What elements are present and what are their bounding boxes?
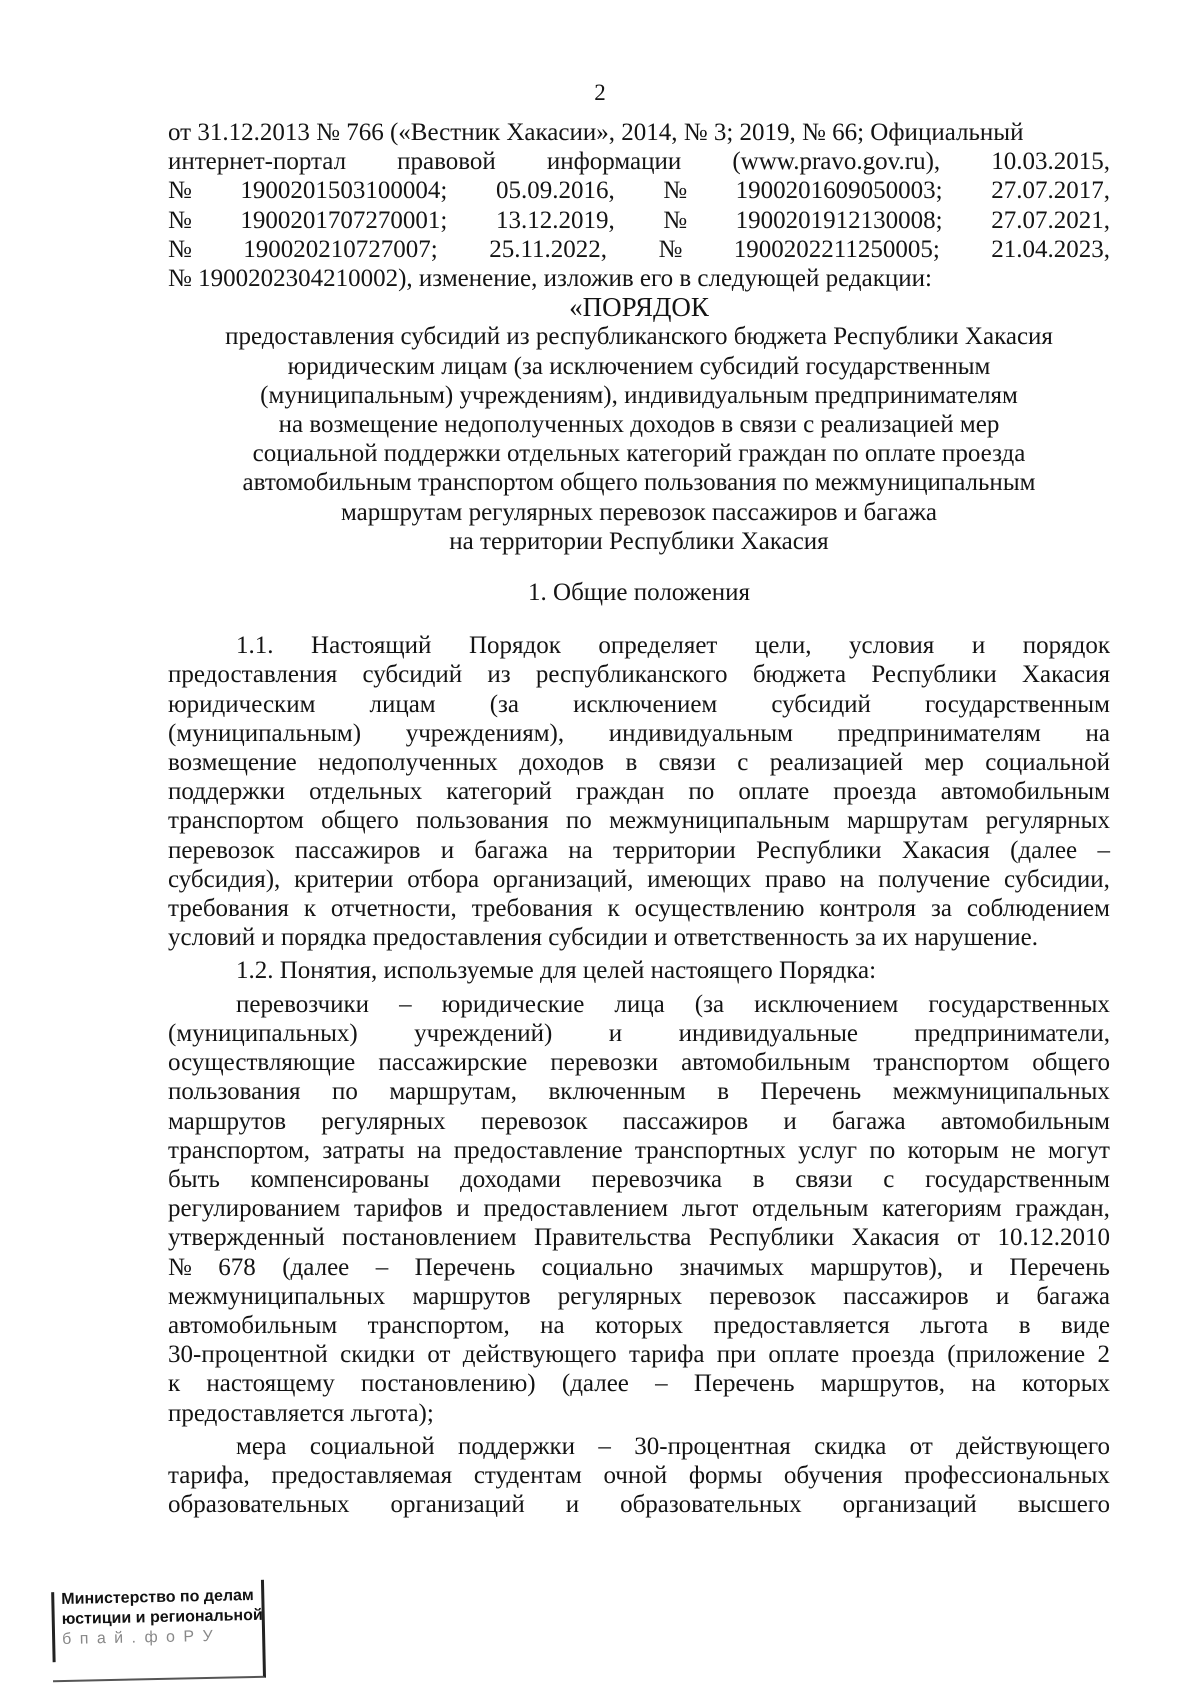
document-body	[168, 118, 1110, 1519]
word: перевозчика	[591, 1165, 723, 1193]
word: скидка	[814, 1432, 887, 1460]
word: доходов	[519, 749, 605, 777]
word: связи	[658, 749, 716, 777]
intro-block	[168, 118, 1110, 293]
word: учреждениям),	[405, 719, 565, 747]
word: не	[1011, 1136, 1036, 1164]
word: получение	[878, 865, 991, 893]
word: информации	[546, 148, 682, 176]
word: затраты	[322, 1136, 405, 1164]
word: регулярных	[985, 807, 1110, 835]
subtitle-line: на возмещение недополученных доходов в связи с реализацией мер	[278, 411, 1000, 439]
paragraph-line	[168, 1194, 1110, 1223]
stamp-line-1: Министерство по делам	[61, 1586, 254, 1609]
word: действующего	[462, 1341, 617, 1369]
word: социальной	[309, 1432, 435, 1460]
paragraph-line	[168, 1107, 1110, 1136]
word: 10.12.2010	[997, 1224, 1110, 1252]
word: индивидуальным	[608, 719, 793, 747]
word: обучения	[783, 1461, 883, 1489]
word: формы	[688, 1461, 763, 1489]
word: социальной	[985, 749, 1110, 777]
word: 05.09.2016,	[495, 177, 615, 205]
word: порядок	[1022, 632, 1110, 660]
word: отбора	[407, 865, 480, 893]
word: перевозчики	[236, 990, 370, 1018]
word: №	[168, 206, 192, 234]
word: юридические	[441, 990, 585, 1018]
word: интернет-портал	[168, 148, 347, 176]
word: настоящему	[206, 1370, 335, 1398]
word: (www.pravo.gov.ru),	[732, 148, 941, 176]
word: предоставлением	[483, 1195, 669, 1223]
paragraph-line	[168, 1223, 1110, 1252]
word: (муниципальных)	[168, 1019, 358, 1047]
word: на	[568, 836, 593, 864]
word: маршрутам	[846, 807, 969, 835]
paragraph-line	[168, 719, 1110, 748]
paragraph-line	[168, 865, 1110, 894]
word: Перечень	[1009, 1253, 1110, 1281]
word: оплате	[738, 778, 810, 806]
word: 190020210727007;	[243, 235, 438, 263]
word: (за	[694, 990, 725, 1018]
word: общего	[1032, 1049, 1110, 1077]
word: –	[655, 1370, 668, 1398]
word: при	[716, 1341, 757, 1369]
word: отдельным	[752, 1195, 869, 1223]
registration-stamp	[51, 1580, 266, 1682]
word: отчетности,	[330, 895, 457, 923]
word: пользования	[168, 1078, 301, 1106]
word: проезда	[833, 778, 917, 806]
word: возмещение	[168, 749, 297, 777]
word: в	[1018, 1311, 1031, 1339]
word: пассажиров	[843, 1282, 969, 1310]
word: Перечень	[760, 1078, 862, 1106]
word: недополученных	[318, 749, 498, 777]
paragraph-line	[168, 777, 1110, 806]
word: 10.03.2015,	[991, 148, 1110, 176]
paragraph-line	[168, 1253, 1110, 1282]
subtitle-line: предоставления субсидий из республиканского бюджета Республики Хакасия	[225, 323, 1053, 351]
paragraph-line	[168, 1340, 1110, 1369]
word: 1900201609050003;	[735, 177, 943, 205]
word: граждан,	[1015, 1195, 1110, 1223]
word: Настоящий	[311, 632, 432, 660]
intro-line	[168, 235, 1110, 264]
paragraph-line	[168, 1461, 1110, 1490]
word: к	[303, 895, 316, 923]
word: включенным	[548, 1078, 686, 1106]
paragraph-line	[168, 1019, 1110, 1048]
word: юридическим	[168, 690, 316, 718]
word: услуг	[798, 1136, 857, 1164]
word: лицам	[369, 690, 436, 718]
word: багажа	[474, 836, 548, 864]
word: транспортных	[634, 1136, 786, 1164]
intro-line	[168, 147, 1110, 176]
word: проезда	[851, 1341, 935, 1369]
word: перевозок	[168, 836, 275, 864]
word: право	[765, 865, 827, 893]
word: образовательных	[620, 1491, 802, 1519]
word: значимых	[679, 1253, 784, 1281]
word: организаций	[390, 1491, 525, 1519]
word: граждан	[576, 778, 665, 806]
word: 13.12.2019,	[495, 206, 615, 234]
word: компенсированы	[250, 1165, 430, 1193]
word: к	[607, 895, 620, 923]
paragraph-p-carriers	[168, 990, 1110, 1428]
word: учреждений)	[414, 1019, 553, 1047]
word: предприниматели,	[914, 1019, 1110, 1047]
word: транспортом,	[367, 1311, 510, 1339]
word: из	[487, 661, 511, 689]
stamp-line-2: юстиции и региональной	[61, 1606, 263, 1629]
word: на	[839, 865, 865, 893]
paragraph-line	[168, 631, 1110, 660]
word: 27.07.2017,	[991, 177, 1110, 205]
word: Хакасия	[851, 1224, 940, 1252]
word: высшего	[1017, 1491, 1110, 1519]
word: перевозок	[480, 1107, 588, 1135]
word: 1900201707270001;	[240, 206, 448, 234]
word: постановлением	[342, 1224, 517, 1252]
word: критерии	[294, 865, 394, 893]
word: перевозки	[550, 1049, 658, 1077]
word: на	[540, 1311, 565, 1339]
word: пользования	[416, 807, 549, 835]
intro-line	[168, 176, 1110, 205]
word: субсидий	[771, 690, 871, 718]
word: автомобильным	[168, 1311, 338, 1339]
word: автомобильным	[940, 778, 1110, 806]
word: за	[930, 895, 952, 923]
word: исключением	[573, 690, 718, 718]
word: межмуниципальных	[892, 1078, 1110, 1106]
word: мер	[924, 749, 964, 777]
word: транспортом	[873, 1049, 1010, 1077]
word: республиканского	[535, 661, 728, 689]
word: осуществлению	[634, 895, 805, 923]
word: предоставляемая	[271, 1461, 453, 1489]
page-number: 2	[594, 80, 606, 105]
word: от	[909, 1432, 933, 1460]
paragraph-line	[168, 1282, 1110, 1311]
paragraph-line	[168, 1432, 1110, 1461]
word: с	[737, 749, 749, 777]
word: быть	[168, 1165, 220, 1193]
word: транспортом	[168, 807, 304, 835]
word: Республики	[871, 661, 997, 689]
word: №	[168, 235, 192, 263]
paragraph-line	[168, 894, 1110, 923]
word: скидки	[340, 1341, 415, 1369]
word: которым	[907, 1136, 999, 1164]
word: государственным	[925, 1165, 1110, 1193]
word: от	[956, 1224, 981, 1252]
word: (за	[489, 690, 519, 718]
paragraph-line	[168, 806, 1110, 835]
word: межмуниципальным	[609, 807, 830, 835]
paragraph-line	[168, 1165, 1110, 1194]
word: имеющих	[647, 865, 752, 893]
word: пассажирские	[378, 1049, 528, 1077]
word: –	[1097, 836, 1110, 864]
word: маршрутам,	[389, 1078, 517, 1106]
subtitle-line: автомобильным транспортом общего пользования по межмуниципальным	[242, 469, 1036, 497]
word: 25.11.2022,	[489, 235, 608, 263]
word: 1.1.	[236, 632, 274, 660]
word: 2	[1097, 1341, 1110, 1369]
paragraphs	[168, 631, 1110, 1519]
document-title: «ПОРЯДОК	[569, 292, 709, 323]
word: государственных	[928, 990, 1110, 1018]
word: категориям	[882, 1195, 1002, 1223]
word: №	[663, 206, 688, 234]
word: автомобильным	[940, 1107, 1110, 1135]
word: доходами	[460, 1165, 561, 1193]
subtitle-line: на территории Республики Хакасия	[449, 527, 829, 555]
paragraph-line	[168, 1490, 1110, 1519]
word: цели,	[754, 632, 812, 660]
word: багажа	[1036, 1282, 1110, 1310]
word: поддержки	[458, 1432, 576, 1460]
word: предпринимателям	[837, 719, 1041, 747]
subtitle-line: социальной поддержки отдельных категорий граждан по оплате проезда	[252, 440, 1026, 468]
word: 1900201503100004;	[240, 177, 448, 205]
word: общего	[321, 807, 399, 835]
word: перевозок	[709, 1282, 816, 1310]
word: на	[1085, 719, 1110, 747]
word: поддержки	[168, 778, 285, 806]
word: (далее	[561, 1370, 629, 1398]
word: категорий	[446, 778, 552, 806]
word: тарифов	[354, 1195, 443, 1223]
word: регулярных	[557, 1282, 683, 1310]
intro-line	[168, 206, 1110, 235]
word: организаций,	[492, 865, 634, 893]
word: транспортом,	[168, 1136, 311, 1164]
word: организаций	[842, 1491, 977, 1519]
word: льгота	[920, 1311, 989, 1339]
word: виде	[1060, 1311, 1110, 1339]
word: индивидуальные	[678, 1019, 858, 1047]
word: регулярных	[321, 1107, 446, 1135]
paragraph-line	[168, 1369, 1110, 1398]
stamp-line-3: б п а й . ф о Р У	[61, 1627, 215, 1649]
word: по	[565, 807, 592, 835]
paragraph-line	[168, 1311, 1110, 1340]
word: предоставляется	[713, 1311, 890, 1339]
word: профессиональных	[904, 1461, 1110, 1489]
document-subtitle	[168, 322, 1110, 556]
word: лица	[614, 990, 665, 1018]
word: Правительства	[534, 1224, 692, 1252]
paragraph-line	[168, 1136, 1110, 1165]
word: условия	[849, 632, 935, 660]
paragraph-p-1-2	[168, 956, 1110, 985]
paragraph-line: предоставляется льгота);	[168, 1399, 434, 1427]
word: –	[375, 1253, 389, 1281]
word: Хакасия	[1022, 661, 1110, 689]
word: маршрутов	[168, 1107, 287, 1135]
word: 30-процентная	[634, 1432, 791, 1460]
word: на	[416, 1136, 442, 1164]
word: определяет	[598, 632, 718, 660]
paragraph-line	[168, 1077, 1110, 1106]
word: связи	[795, 1165, 853, 1193]
word: субсидий	[362, 661, 463, 689]
word: очной	[603, 1461, 668, 1489]
word: субсидия),	[168, 865, 281, 893]
paragraph-p-support	[168, 1432, 1110, 1520]
section-heading: 1. Общие положения	[528, 579, 750, 607]
word: Республики	[756, 836, 882, 864]
paragraph-line: условий и порядка предоставления субсидии и ответственность за их нарушение.	[168, 924, 1039, 952]
word: №	[658, 235, 683, 263]
word: –	[598, 1432, 611, 1460]
word: бюджета	[752, 661, 847, 689]
subtitle-line: маршрутам регулярных перевозок пассажиров и багажа	[341, 498, 937, 526]
word: 1900202211250005;	[733, 235, 940, 263]
word: могут	[1047, 1136, 1110, 1164]
word: по	[869, 1136, 896, 1164]
word: и	[783, 1107, 797, 1135]
word: государственным	[925, 690, 1110, 718]
word: правовой	[397, 148, 496, 176]
word: и	[969, 1253, 983, 1281]
intro-line: от 31.12.2013 № 766 («Вестник Хакасии», 2014, № 3; 2019, № 66; Официальный	[168, 119, 1024, 146]
word: регулированием	[168, 1195, 341, 1223]
word: пассажиров	[622, 1107, 749, 1135]
word: –	[399, 990, 412, 1018]
paragraph-line: 1.2. Понятия, используемые для целей настоящего Порядка:	[236, 957, 877, 985]
word: на	[971, 1370, 996, 1398]
word: межмуниципальных	[168, 1282, 386, 1310]
word: 30-процентной	[168, 1341, 328, 1369]
word: с	[883, 1165, 895, 1193]
word: требования	[168, 895, 289, 923]
word: пассажиров	[294, 836, 421, 864]
paragraph-line	[168, 990, 1110, 1019]
paragraph-line	[168, 1048, 1110, 1077]
word: утвержденный	[168, 1224, 325, 1252]
word: 1900201912130008;	[735, 206, 943, 234]
word: оплате	[768, 1341, 840, 1369]
word: и	[995, 1282, 1010, 1310]
word: Республики	[708, 1224, 835, 1252]
word: социально	[541, 1253, 654, 1281]
paragraph-line	[168, 690, 1110, 719]
paragraph-line	[168, 748, 1110, 777]
word: контроля	[819, 895, 917, 923]
word: (далее	[282, 1253, 350, 1281]
word: и	[971, 632, 986, 660]
word: и	[440, 836, 455, 864]
word: предоставление	[453, 1136, 623, 1164]
word: и	[565, 1491, 580, 1519]
word: и	[456, 1195, 470, 1223]
word: по	[332, 1078, 358, 1106]
word: по	[688, 778, 715, 806]
word: (далее	[1010, 836, 1078, 864]
word: студентам	[473, 1461, 582, 1489]
word: которых	[595, 1311, 684, 1339]
word: тарифа,	[168, 1461, 250, 1489]
word: багажа	[832, 1107, 906, 1135]
word: территории	[613, 836, 736, 864]
word: Порядок	[468, 632, 561, 660]
intro-line: № 1900202304210002), изменение, изложив его в следующей редакции:	[168, 265, 932, 293]
word: (муниципальным)	[168, 719, 362, 747]
word: 21.04.2023,	[991, 235, 1110, 263]
word: постановлению)	[361, 1370, 536, 1398]
word: осуществляющие	[168, 1049, 356, 1077]
word: маршрутов),	[810, 1253, 944, 1281]
word: мера	[236, 1432, 287, 1460]
word: Хакасия	[901, 836, 990, 864]
word: тарифа	[628, 1341, 705, 1369]
subtitle-line: (муниципальным) учреждениям), индивидуальным предпринимателям	[260, 381, 1018, 409]
word: №	[168, 1253, 192, 1281]
word: в	[752, 1165, 765, 1193]
word: реализацией	[769, 749, 904, 777]
word: (приложение	[947, 1341, 1086, 1369]
word: от	[427, 1341, 451, 1369]
word: к	[168, 1370, 181, 1398]
word: соблюдением	[966, 895, 1110, 923]
word: Перечень	[414, 1253, 516, 1281]
word: требования	[471, 895, 593, 923]
word: 678	[218, 1253, 256, 1281]
word: Перечень	[693, 1370, 795, 1398]
word: исключением	[754, 990, 899, 1018]
word: в	[625, 749, 638, 777]
word: №	[168, 177, 192, 205]
word: действующего	[956, 1432, 1110, 1460]
subtitle-line: юридическим лицам (за исключением субсидий государственным	[287, 352, 991, 380]
word: льгот	[681, 1195, 739, 1223]
word: и	[608, 1019, 623, 1047]
word: которых	[1022, 1370, 1110, 1398]
paragraph-line	[168, 660, 1110, 689]
word: маршрутов,	[820, 1370, 946, 1398]
word: предоставления	[168, 661, 338, 689]
word: образовательных	[168, 1491, 350, 1519]
paragraph-p-1-1	[168, 631, 1110, 952]
word: в	[717, 1078, 730, 1106]
word: маршрутов	[412, 1282, 531, 1310]
word: отдельных	[309, 778, 423, 806]
word: 27.07.2021,	[991, 206, 1110, 234]
word: автомобильным	[681, 1049, 851, 1077]
paragraph-line	[168, 836, 1110, 865]
word: №	[663, 177, 688, 205]
word: субсидии,	[1004, 865, 1110, 893]
